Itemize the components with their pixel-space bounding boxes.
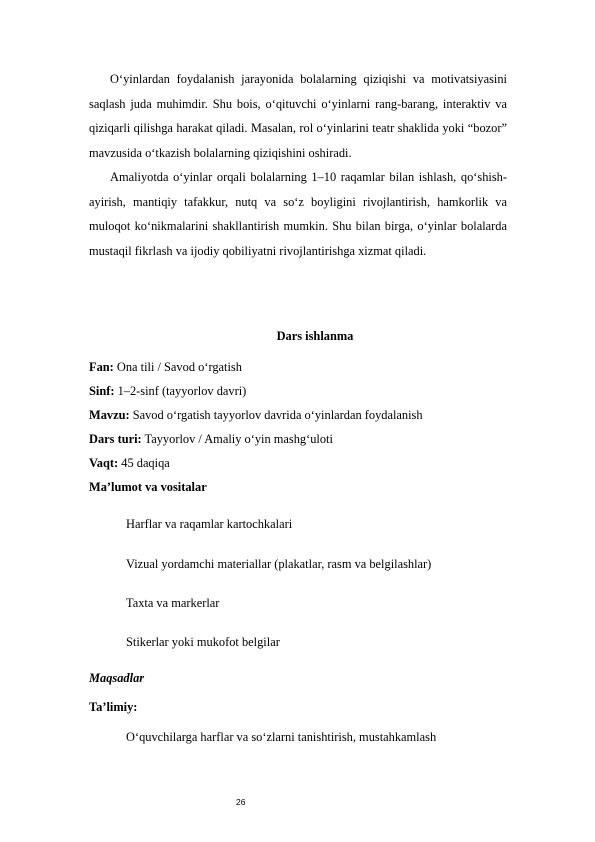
field-time (89, 453, 549, 473)
field-topic (89, 405, 549, 425)
lesson-title: Dars ishlanma (276, 329, 354, 343)
educational-item: O‘quvchilarga harflar va so‘zlarni tanishtirish, mustahkamlash (126, 730, 437, 744)
paragraph-motivation: O‘yinlardan foydalanish jarayonida bolalarning qiziqishi va motivatsiyasini saqlash juda muhimdir. Shu bois, o‘qituvchi o‘yinlarni rang-barang, interaktiv va qiziqarli qilishga harakat qiladi. Masalan, rol o‘yinlarini teatr shaklida yoki “bozor” mavzusida o‘tkazish bolalarning qiziqishini oshiradi. (89, 72, 507, 160)
field-lesson-type-value: Tayyorlov / Amaliy o‘yin mashg‘uloti (141, 432, 333, 446)
field-grade (89, 381, 549, 401)
field-time-label: Vaqt: (89, 456, 119, 470)
materials-item: Taxta va markerlar (126, 596, 220, 610)
field-topic-label: Mavzu: (89, 408, 130, 422)
field-grade-value: 1–2-sinf (tayyorlov davri) (114, 384, 247, 398)
field-lesson-type (89, 429, 549, 449)
materials-item: Harflar va raqamlar kartochkalari (126, 517, 293, 531)
field-grade-label: Sinf: (89, 384, 115, 398)
page-number: 26 (236, 797, 246, 807)
field-lesson-type-label: Dars turi: (89, 432, 142, 446)
field-topic-value: Savod o‘rgatish tayyorlov davrida o‘yinlardan foydalanish (129, 408, 423, 422)
materials-heading: Ma’lumot va vositalar (89, 480, 207, 494)
educational-heading: Ta’limiy: (89, 700, 138, 714)
field-subject-value: Ona tili / Savod o‘rgatish (113, 360, 242, 374)
field-subject-label: Fan: (89, 360, 114, 374)
goals-heading: Maqsadlar (89, 671, 145, 685)
materials-item: Vizual yordamchi materiallar (plakatlar, rasm va belgilashlar) (126, 557, 432, 571)
field-subject (89, 357, 549, 377)
paragraph-practice: Amaliyotda o‘yinlar orqali bolalarning 1–10 raqamlar bilan ishlash, qo‘shish-ayirish, mantiqiy tafakkur, nutq va so‘z boyligini rivojlantirish, hamkorlik va muloqot ko‘nikmalarini shakllantirish mumkin. Shu bilan birga, o‘yinlar bolalarda mustaqil fikrlash va ijodiy qobiliyatni rivojlantirishga xizmat qiladi. (89, 170, 507, 258)
field-time-value: 45 daqiqa (118, 456, 170, 470)
materials-item: Stikerlar yoki mukofot belgilar (126, 635, 280, 649)
